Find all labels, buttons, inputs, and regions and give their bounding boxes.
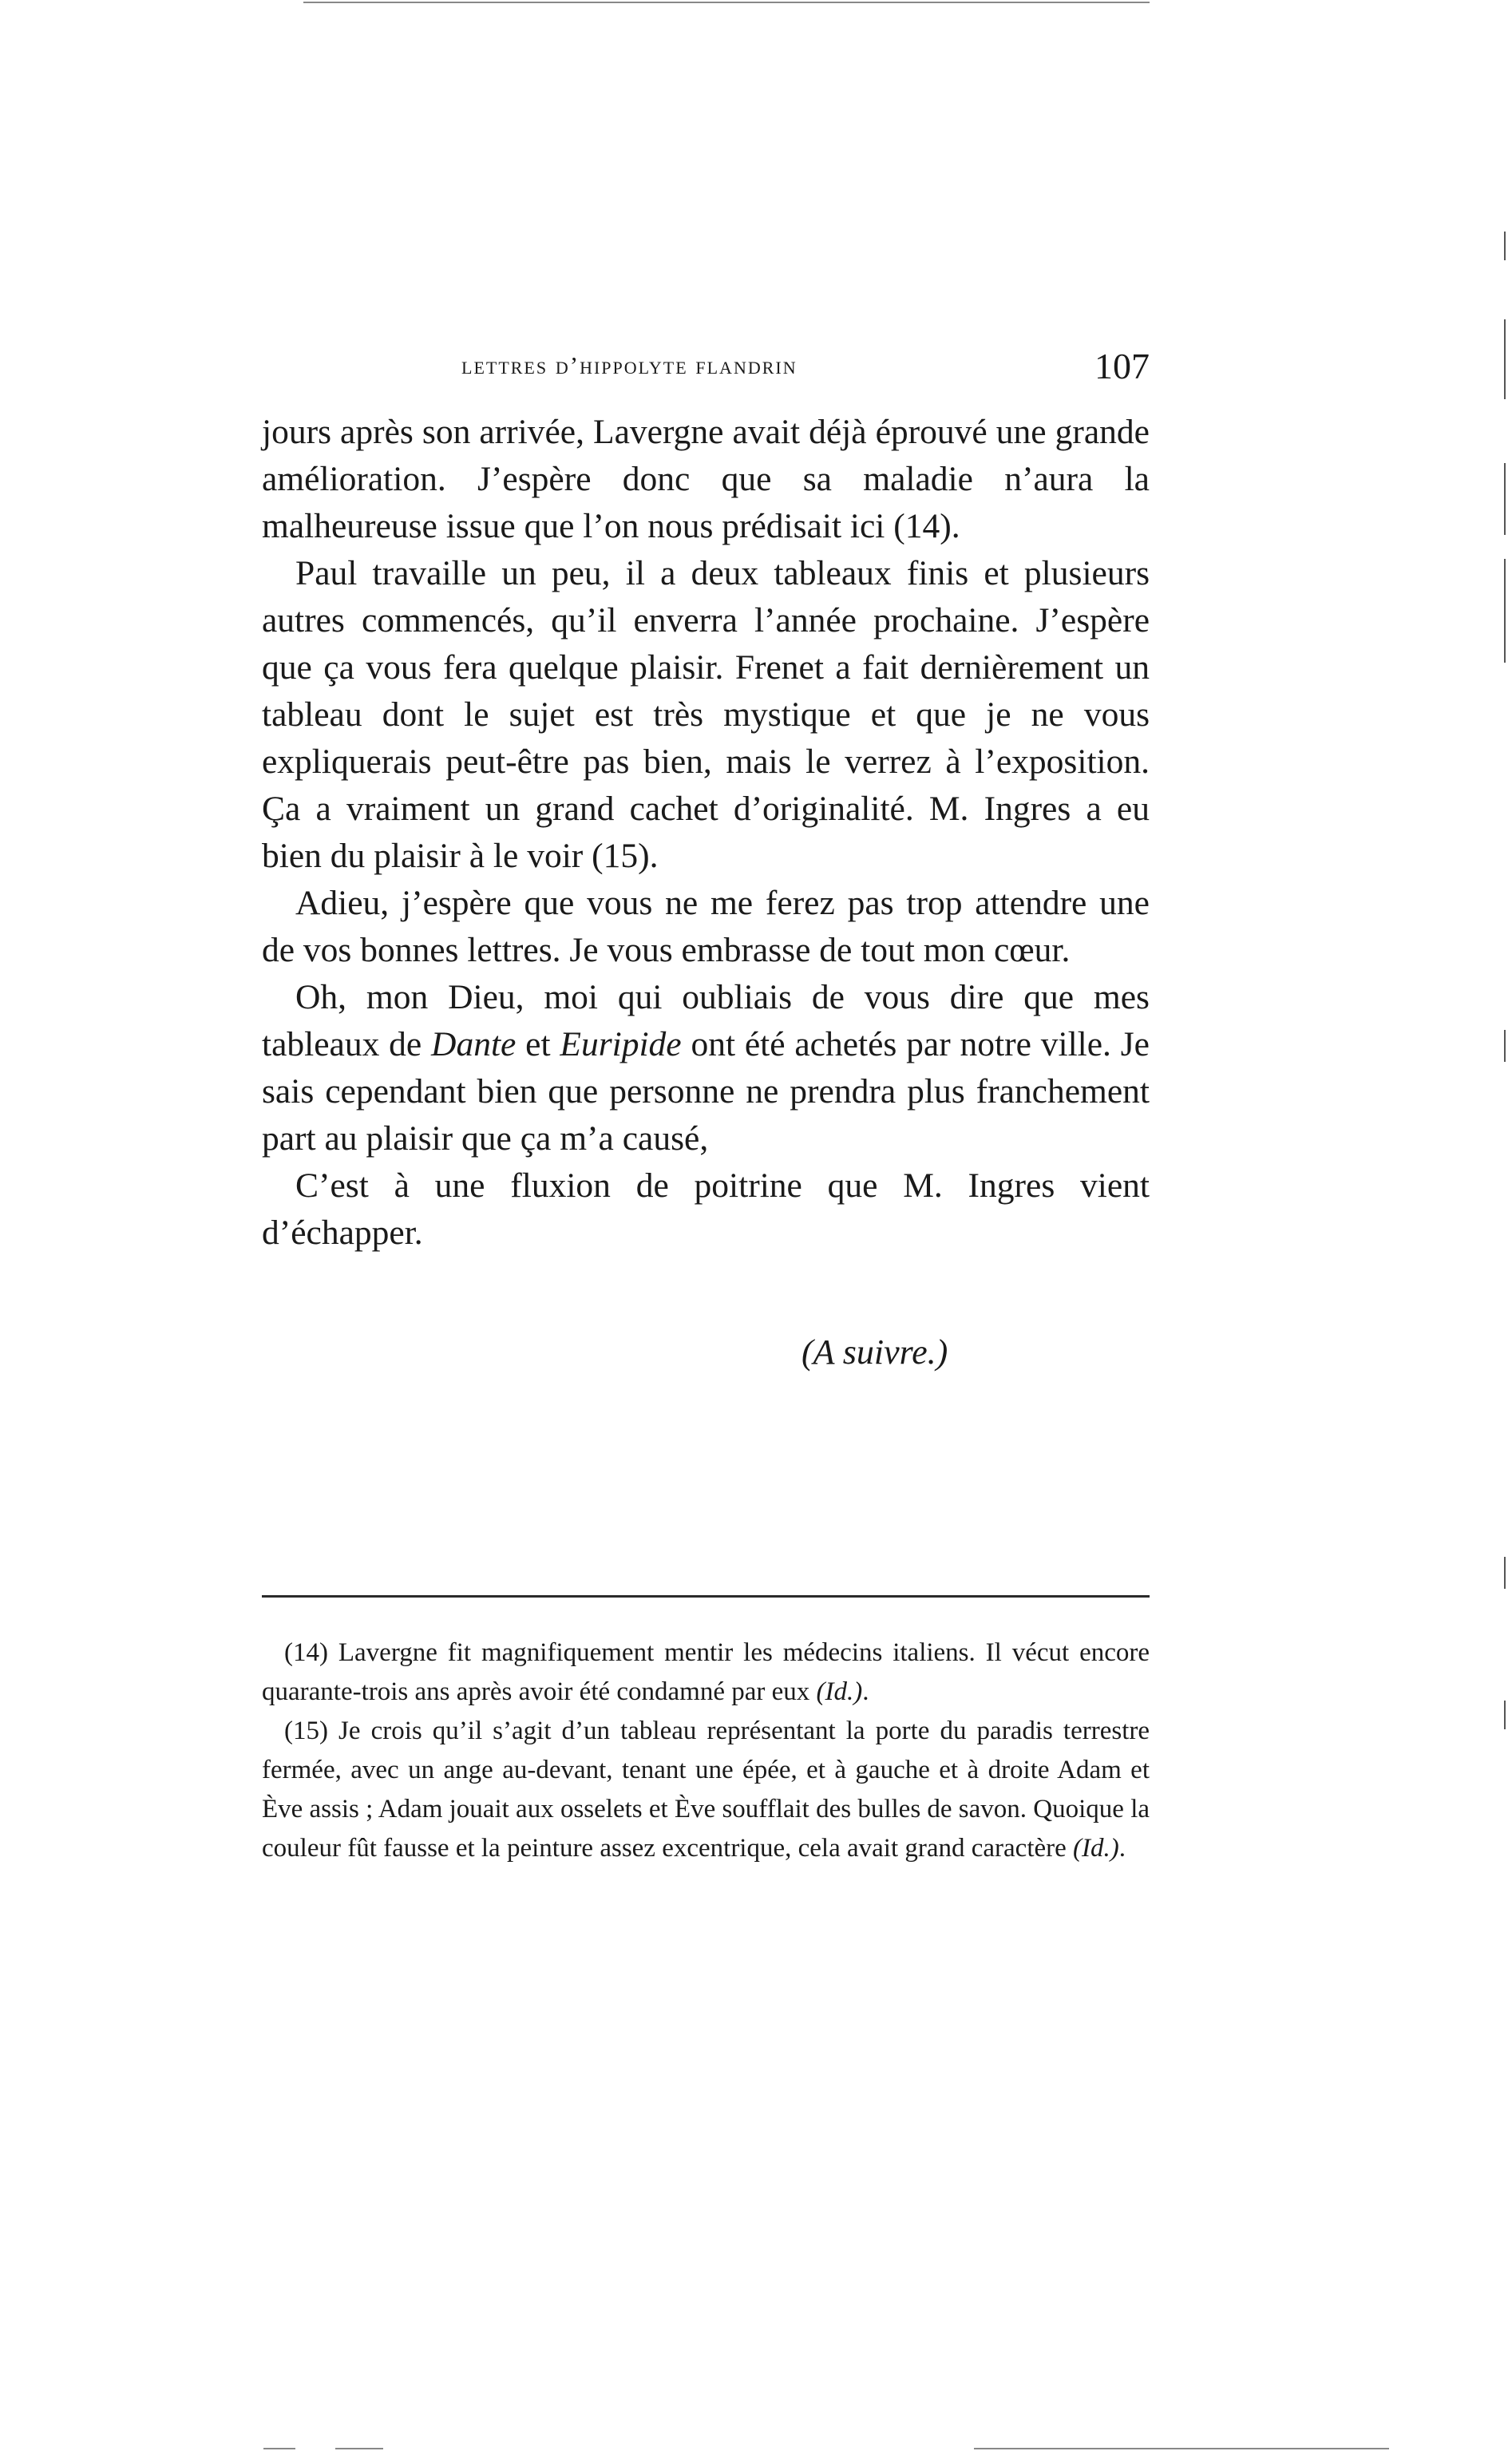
footnote-marker: (14) bbox=[284, 1638, 328, 1667]
paragraph-4-part-2: et bbox=[516, 1025, 560, 1063]
footnote-text: Je crois qu’il s’agit d’un tableau représentant la porte du paradis terrestre fermée, avec un ange au-devant, tenant une épée, et à gauche et à droite Adam et Ève assis ; Adam jouait aux osselets et Ève soufflait des bulles de savon. Quoique la couleur fût fausse et la peinture assez excentrique, cela avait grand caractère bbox=[262, 1717, 1150, 1863]
to-be-continued: (A suivre.) bbox=[802, 1332, 948, 1372]
scan-mark bbox=[974, 2448, 1389, 2449]
scan-mark bbox=[263, 2448, 295, 2449]
paragraph-4-part-3: ont été achetés par notre ville. Je sais cependant bien que personne ne prendra plus franchement part au plaisir que ça m’a causé, bbox=[262, 1025, 1150, 1158]
scan-mark bbox=[1504, 232, 1506, 260]
paragraph-4 bbox=[262, 974, 1150, 1162]
paragraph-2: Paul travaille un peu, il a deux tableaux finis et plusieurs autres commencés, qu’il enverra l’année prochaine. J’espère que ça vous fera quelque plaisir. Frenet a fait dernièrement un tableau dont le sujet est très mystique et que je ne vous expliquerais peut-être pas bien, mais le verrez à l’exposition. Ça a vraiment un grand cachet d’originalité. M. Ingres a eu bien du plaisir à le voir (15). bbox=[262, 554, 1150, 875]
scan-mark bbox=[1504, 1030, 1506, 1062]
page-number: 107 bbox=[1094, 346, 1150, 386]
letter-body bbox=[262, 409, 1150, 1257]
scan-mark bbox=[1504, 463, 1506, 535]
running-head bbox=[262, 345, 1150, 393]
paragraph-4-part-1: Oh, mon Dieu, moi qui oubliais de vous dire que mes tableaux de bbox=[262, 978, 1150, 1063]
footnote-source: (Id.) bbox=[816, 1677, 863, 1706]
scan-mark bbox=[1504, 319, 1506, 399]
footnote-end: . bbox=[862, 1677, 869, 1706]
footnote-14 bbox=[262, 1633, 1150, 1712]
footnote-marker: (15) bbox=[284, 1717, 328, 1745]
footnote-end: . bbox=[1118, 1834, 1126, 1863]
paragraph-3: Adieu, j’espère que vous ne me ferez pas trop attendre une de vos bonnes lettres. Je vous embrasse de tout mon cœur. bbox=[262, 884, 1150, 969]
footnote-15 bbox=[262, 1712, 1150, 1868]
footnote-source: (Id.) bbox=[1073, 1834, 1119, 1863]
scan-mark bbox=[303, 2, 1150, 3]
paragraph-1: jours après son arrivée, Lavergne avait déjà éprouvé une grande amélioration. J’espère donc que sa maladie n’aura la malheureuse issue que l’on nous prédisait ici (14). bbox=[262, 413, 1150, 545]
footnotes bbox=[262, 1633, 1150, 1868]
scan-mark bbox=[1504, 1701, 1506, 1729]
footnote-rule bbox=[262, 1595, 1150, 1598]
scan-mark bbox=[1504, 1557, 1506, 1589]
scan-mark bbox=[1504, 559, 1506, 663]
scan-mark bbox=[335, 2448, 383, 2449]
paragraph-5: C’est à une fluxion de poitrine que M. Ingres vient d’échapper. bbox=[262, 1166, 1150, 1252]
work-title-euripide: Euripide bbox=[560, 1025, 682, 1063]
footnote-text: Lavergne fit magnifiquement mentir les médecins italiens. Il vécut encore quarante-trois ans après avoir été condamné par eux bbox=[262, 1638, 1150, 1706]
running-title: lettres d’hippolyte flandrin bbox=[461, 351, 798, 379]
work-title-dante: Dante bbox=[431, 1025, 517, 1063]
